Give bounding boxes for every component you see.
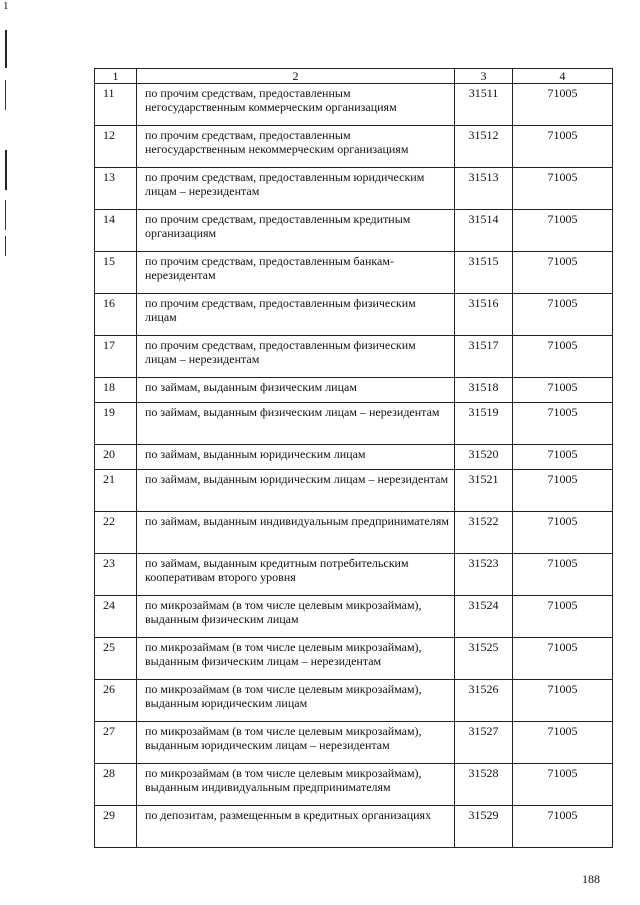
row-symbol-cell: 71005 xyxy=(513,638,613,680)
row-number-cell: 16 xyxy=(95,294,137,336)
table-row xyxy=(95,764,613,806)
column-header: 2 xyxy=(137,69,455,84)
row-number-cell: 11 xyxy=(95,84,137,126)
row-number-cell: 14 xyxy=(95,210,137,252)
row-number-cell: 22 xyxy=(95,512,137,554)
row-number-cell: 13 xyxy=(95,168,137,210)
column-header: 1 xyxy=(95,69,137,84)
row-description-cell: по прочим средствам, предоставленным негосударственным коммерческим организациям xyxy=(137,84,455,126)
row-symbol-cell: 71005 xyxy=(513,470,613,512)
row-account-cell: 31523 xyxy=(455,554,513,596)
column-header: 4 xyxy=(513,69,613,84)
row-account-cell: 31529 xyxy=(455,806,513,848)
row-symbol-cell: 71005 xyxy=(513,512,613,554)
row-description-cell: по микрозаймам (в том числе целевым микрозаймам), выданным юридическим лицам xyxy=(137,680,455,722)
row-account-cell: 31521 xyxy=(455,470,513,512)
table-row xyxy=(95,722,613,764)
column-header: 3 xyxy=(455,69,513,84)
row-symbol-cell: 71005 xyxy=(513,210,613,252)
row-account-cell: 31527 xyxy=(455,722,513,764)
margin-tick xyxy=(5,200,6,230)
row-symbol-cell: 71005 xyxy=(513,722,613,764)
table-row xyxy=(95,126,613,168)
row-symbol-cell: 71005 xyxy=(513,680,613,722)
row-description-cell: по прочим средствам, предоставленным юридическим лицам – нерезидентам xyxy=(137,168,455,210)
row-account-cell: 31526 xyxy=(455,680,513,722)
row-description-cell: по прочим средствам, предоставленным кредитным организациям xyxy=(137,210,455,252)
row-account-cell: 31517 xyxy=(455,336,513,378)
table-header-row xyxy=(95,69,613,84)
row-symbol-cell: 71005 xyxy=(513,126,613,168)
row-symbol-cell: 71005 xyxy=(513,378,613,403)
row-description-cell: по займам, выданным юридическим лицам – нерезидентам xyxy=(137,470,455,512)
table-row xyxy=(95,638,613,680)
row-number-cell: 20 xyxy=(95,445,137,470)
table-row xyxy=(95,294,613,336)
row-account-cell: 31518 xyxy=(455,378,513,403)
row-account-cell: 31515 xyxy=(455,252,513,294)
row-symbol-cell: 71005 xyxy=(513,764,613,806)
page-number: 188 xyxy=(582,872,600,886)
row-description-cell: по микрозаймам (в том числе целевым микрозаймам), выданным физическим лицам xyxy=(137,596,455,638)
row-description-cell: по микрозаймам (в том числе целевым микрозаймам), выданным юридическим лицам – нерезидентам xyxy=(137,722,455,764)
row-account-cell: 31512 xyxy=(455,126,513,168)
table-row xyxy=(95,168,613,210)
row-description-cell: по микрозаймам (в том числе целевым микрозаймам), выданным физическим лицам – нерезидентам xyxy=(137,638,455,680)
row-description-cell: по микрозаймам (в том числе целевым микрозаймам), выданным индивидуальным предпринимателям xyxy=(137,764,455,806)
row-description-cell: по прочим средствам, предоставленным физическим лицам xyxy=(137,294,455,336)
row-symbol-cell: 71005 xyxy=(513,596,613,638)
table-row xyxy=(95,470,613,512)
margin-stroke xyxy=(5,150,7,190)
table-row xyxy=(95,806,613,848)
row-symbol-cell: 71005 xyxy=(513,403,613,445)
table-row xyxy=(95,84,613,126)
table-row xyxy=(95,336,613,378)
row-number-cell: 25 xyxy=(95,638,137,680)
row-symbol-cell: 71005 xyxy=(513,336,613,378)
row-number-cell: 28 xyxy=(95,764,137,806)
row-symbol-cell: 71005 xyxy=(513,252,613,294)
margin-marks xyxy=(0,0,20,300)
row-account-cell: 31524 xyxy=(455,596,513,638)
row-description-cell: по займам, выданным юридическим лицам xyxy=(137,445,455,470)
row-number-cell: 15 xyxy=(95,252,137,294)
row-description-cell: по займам, выданным кредитным потребительским кооперативам второго уровня xyxy=(137,554,455,596)
row-description-cell: по прочим средствам, предоставленным физическим лицам – нерезидентам xyxy=(137,336,455,378)
table-row xyxy=(95,252,613,294)
row-number-cell: 21 xyxy=(95,470,137,512)
row-description-cell: по займам, выданным физическим лицам xyxy=(137,378,455,403)
margin-stroke xyxy=(5,30,7,68)
table-row xyxy=(95,378,613,403)
row-description-cell: по займам, выданным индивидуальным предпринимателям xyxy=(137,512,455,554)
corner-mark: 1 xyxy=(3,0,9,12)
row-description-cell: по депозитам, размещенным в кредитных организациях xyxy=(137,806,455,848)
row-symbol-cell: 71005 xyxy=(513,294,613,336)
margin-tick xyxy=(5,236,6,256)
row-description-cell: по прочим средствам, предоставленным негосударственным некоммерческим организациям xyxy=(137,126,455,168)
table-row xyxy=(95,596,613,638)
row-number-cell: 19 xyxy=(95,403,137,445)
row-number-cell: 27 xyxy=(95,722,137,764)
table-row xyxy=(95,512,613,554)
row-number-cell: 17 xyxy=(95,336,137,378)
row-symbol-cell: 71005 xyxy=(513,445,613,470)
row-account-cell: 31514 xyxy=(455,210,513,252)
table-row xyxy=(95,680,613,722)
row-account-cell: 31519 xyxy=(455,403,513,445)
row-symbol-cell: 71005 xyxy=(513,84,613,126)
row-account-cell: 31520 xyxy=(455,445,513,470)
table-row xyxy=(95,554,613,596)
table-row xyxy=(95,445,613,470)
row-account-cell: 31525 xyxy=(455,638,513,680)
row-number-cell: 24 xyxy=(95,596,137,638)
row-number-cell: 23 xyxy=(95,554,137,596)
row-number-cell: 18 xyxy=(95,378,137,403)
row-number-cell: 29 xyxy=(95,806,137,848)
table-row xyxy=(95,403,613,445)
row-number-cell: 26 xyxy=(95,680,137,722)
table-row xyxy=(95,210,613,252)
row-number-cell: 12 xyxy=(95,126,137,168)
row-description-cell: по прочим средствам, предоставленным банкам-нерезидентам xyxy=(137,252,455,294)
row-account-cell: 31513 xyxy=(455,168,513,210)
account-table xyxy=(94,68,613,848)
row-symbol-cell: 71005 xyxy=(513,554,613,596)
row-account-cell: 31528 xyxy=(455,764,513,806)
row-description-cell: по займам, выданным физическим лицам – нерезидентам xyxy=(137,403,455,445)
row-symbol-cell: 71005 xyxy=(513,806,613,848)
row-symbol-cell: 71005 xyxy=(513,168,613,210)
row-account-cell: 31511 xyxy=(455,84,513,126)
row-account-cell: 31516 xyxy=(455,294,513,336)
margin-tick xyxy=(5,80,6,110)
row-account-cell: 31522 xyxy=(455,512,513,554)
